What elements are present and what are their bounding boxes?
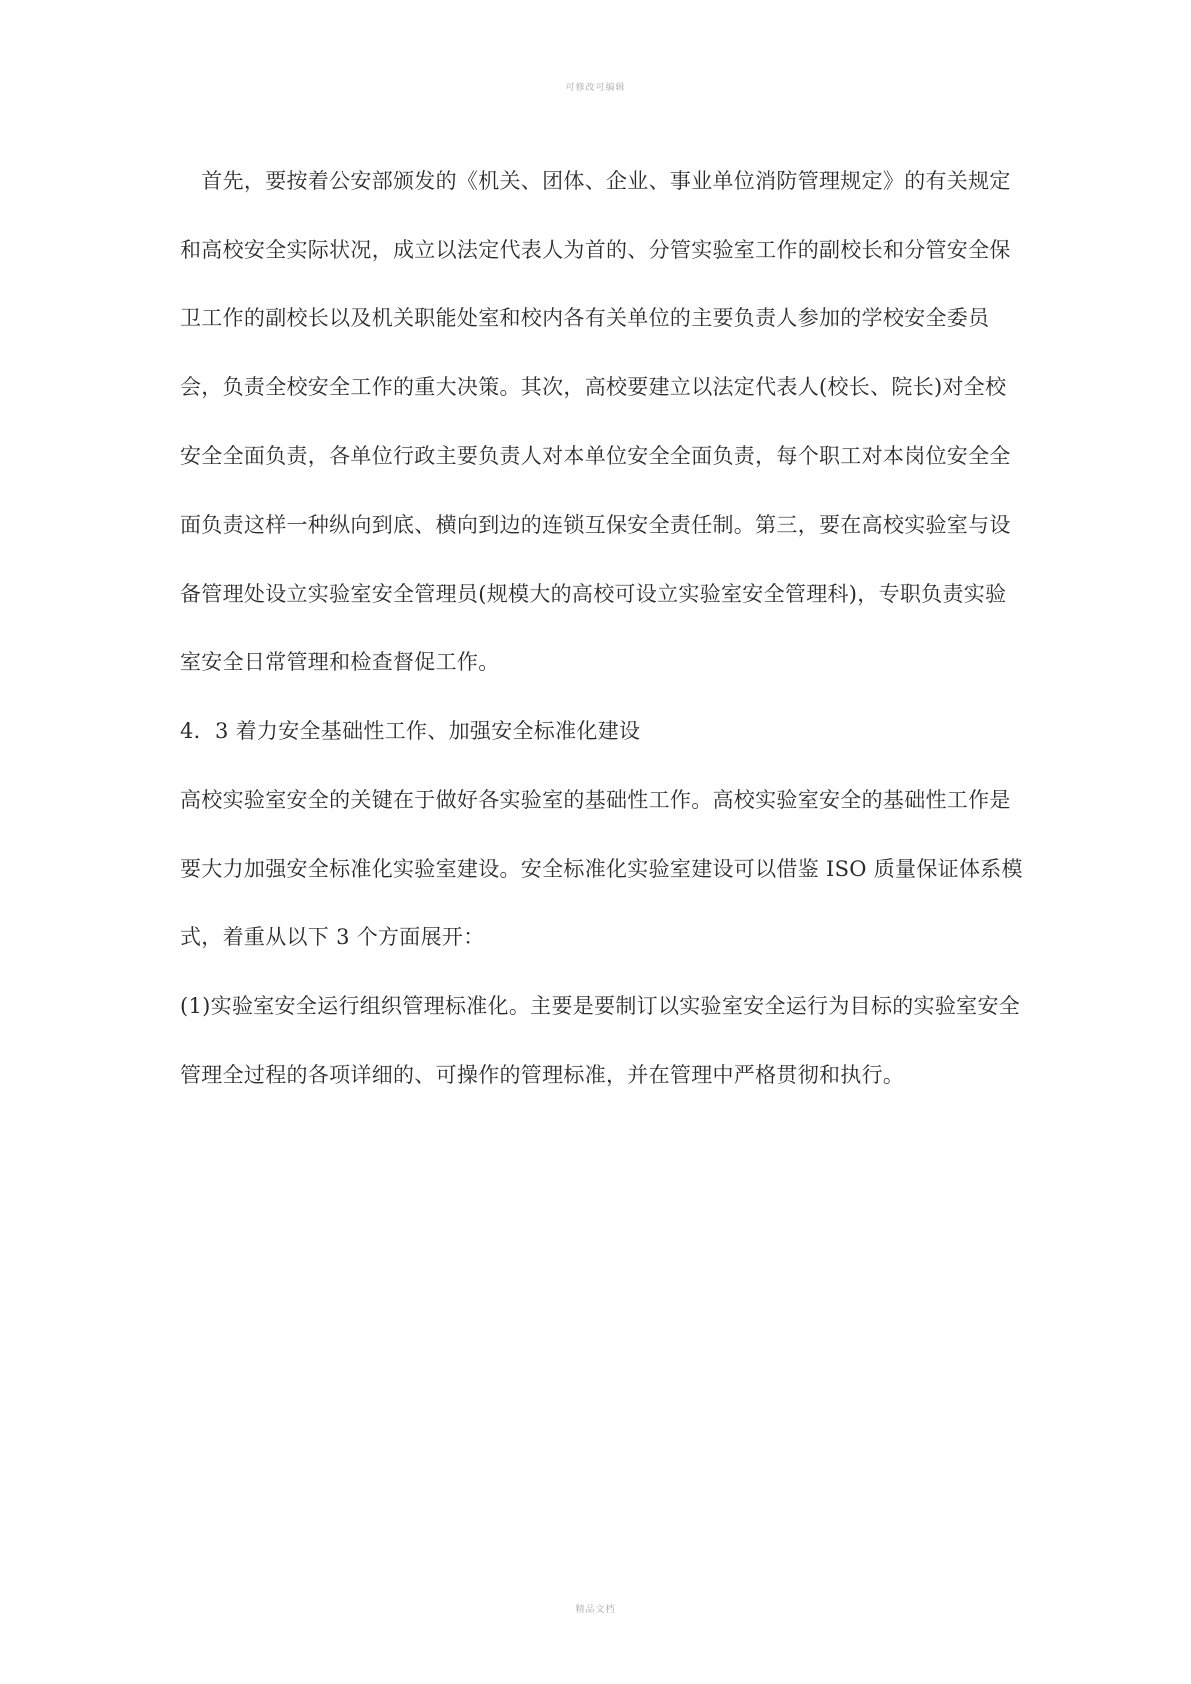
text-line: 面负责这样一种纵向到底、横向到边的连锁互保安全责任制。第三，要在高校实验室与设	[180, 513, 1011, 537]
text-line: 会，负责全校安全工作的重大决策。其次，高校要建立以法定代表人(校长、院长)对全校	[180, 375, 1007, 399]
text-line: 式，着重从以下 3 个方面展开：	[180, 925, 485, 949]
text-line: 安全全面负责，各单位行政主要负责人对本单位安全全面负责，每个职工对本岗位安全全	[180, 444, 1011, 468]
text-line: 室安全日常管理和检查督促工作。	[180, 650, 500, 674]
page-footer: 精品文档	[575, 1605, 616, 1615]
text-line: 首先，要按着公安部颁发的《机关、团体、企业、事业单位消防管理规定》的有关规定	[180, 169, 1011, 193]
text-line: 和高校安全实际状况，成立以法定代表人为首的、分管实验室工作的副校长和分管安全保	[180, 238, 1011, 262]
text-line: 管理全过程的各项详细的、可操作的管理标准，并在管理中严格贯彻和执行。	[180, 1063, 905, 1087]
text-line: 卫工作的副校长以及机关职能处室和校内各有关单位的主要负责人参加的学校安全委员	[180, 306, 990, 330]
page-header: 可修改可编辑	[565, 83, 626, 93]
text-line: 高校实验室安全的关键在于做好各实验室的基础性工作。高校实验室安全的基础性工作是	[180, 788, 1011, 812]
text-line: 要大力加强安全标准化实验室建设。安全标准化实验室建设可以借鉴 ISO 质量保证体系模	[180, 857, 1023, 881]
section-heading: 4．3 着力安全基础性工作、加强安全标准化建设	[180, 719, 641, 743]
text-line: 备管理处设立实验室安全管理员(规模大的高校可设立实验室安全管理科)，专职负责实验	[180, 582, 1007, 606]
text-line: (1)实验室安全运行组织管理标准化。主要是要制订以实验室安全运行为目标的实验室安全	[180, 994, 1021, 1018]
